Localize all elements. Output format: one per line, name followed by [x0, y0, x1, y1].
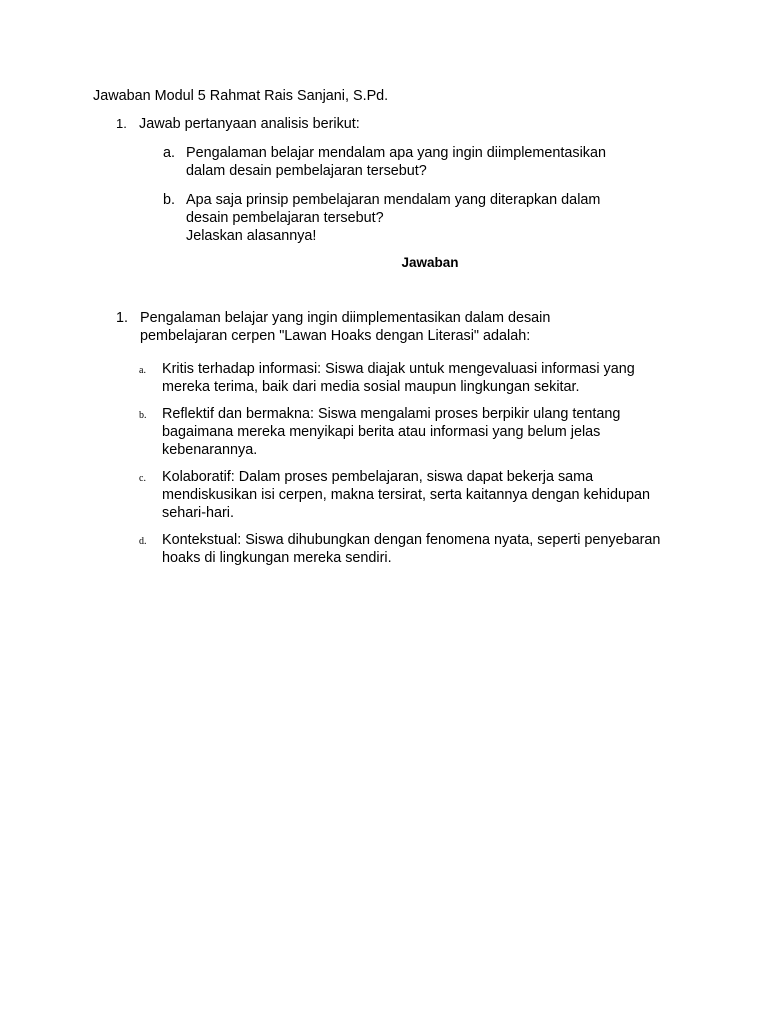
answer-section [116, 309, 696, 576]
answer-text: Pengalaman belajar yang ingin diimplementasikan dalam desain pembelajaran cerpen "Lawan Hoaks dengan Literasi" adalah: [140, 310, 551, 344]
answer-number: 1. [116, 310, 129, 326]
question-item-text: Apa saja prinsip pembelajaran mendalam yang diterapkan dalam desain pembelajaran tersebut? Jelaskan alasannya! [186, 192, 601, 244]
answer-item-marker: c. [139, 473, 146, 484]
question-text: Jawab pertanyaan analisis berikut: [139, 116, 360, 132]
question-item-text: Pengalaman belajar mendalam apa yang ingin diimplementasikan dalam desain pembelajaran tersebut? [186, 145, 606, 179]
answer-item-c [139, 468, 696, 522]
document-title: Jawaban Modul 5 Rahmat Rais Sanjani, S.Pd. [93, 88, 389, 104]
answer-row [116, 309, 696, 345]
answer-item-b [139, 405, 696, 459]
answer-item-text: Kolaboratif: Dalam proses pembelajaran, siswa dapat bekerja sama mendiskusikan isi cerpen, makna tersirat, serta kaitannya dengan kehidupan sehari-hari. [162, 469, 650, 521]
answer-item-marker: a. [139, 365, 146, 376]
question-section [116, 115, 676, 245]
question-row [116, 115, 676, 133]
answer-item-d [139, 531, 696, 567]
question-item-a [163, 144, 676, 180]
answer-item-a [139, 360, 696, 396]
answer-item-marker: b. [139, 410, 147, 421]
question-number: 1. [116, 116, 127, 131]
question-item-marker: b. [163, 192, 176, 208]
answer-heading: Jawaban [401, 255, 459, 270]
answer-item-text: Kontekstual: Siswa dihubungkan dengan fenomena nyata, seperti penyebaran hoaks di lingkungan mereka sendiri. [162, 532, 661, 566]
answer-item-text: Kritis terhadap informasi: Siswa diajak untuk mengevaluasi informasi yang mereka terima, baik dari media sosial maupun lingkungan sekitar. [162, 361, 635, 395]
answer-item-text: Reflektif dan bermakna: Siswa mengalami proses berpikir ulang tentang bagaimana mereka menyikapi berita atau informasi yang belum jelas kebenarannya. [162, 406, 621, 458]
question-item-marker: a. [163, 145, 176, 161]
question-item-b [163, 191, 676, 245]
answer-item-marker: d. [139, 536, 147, 547]
answer-list [116, 360, 696, 567]
